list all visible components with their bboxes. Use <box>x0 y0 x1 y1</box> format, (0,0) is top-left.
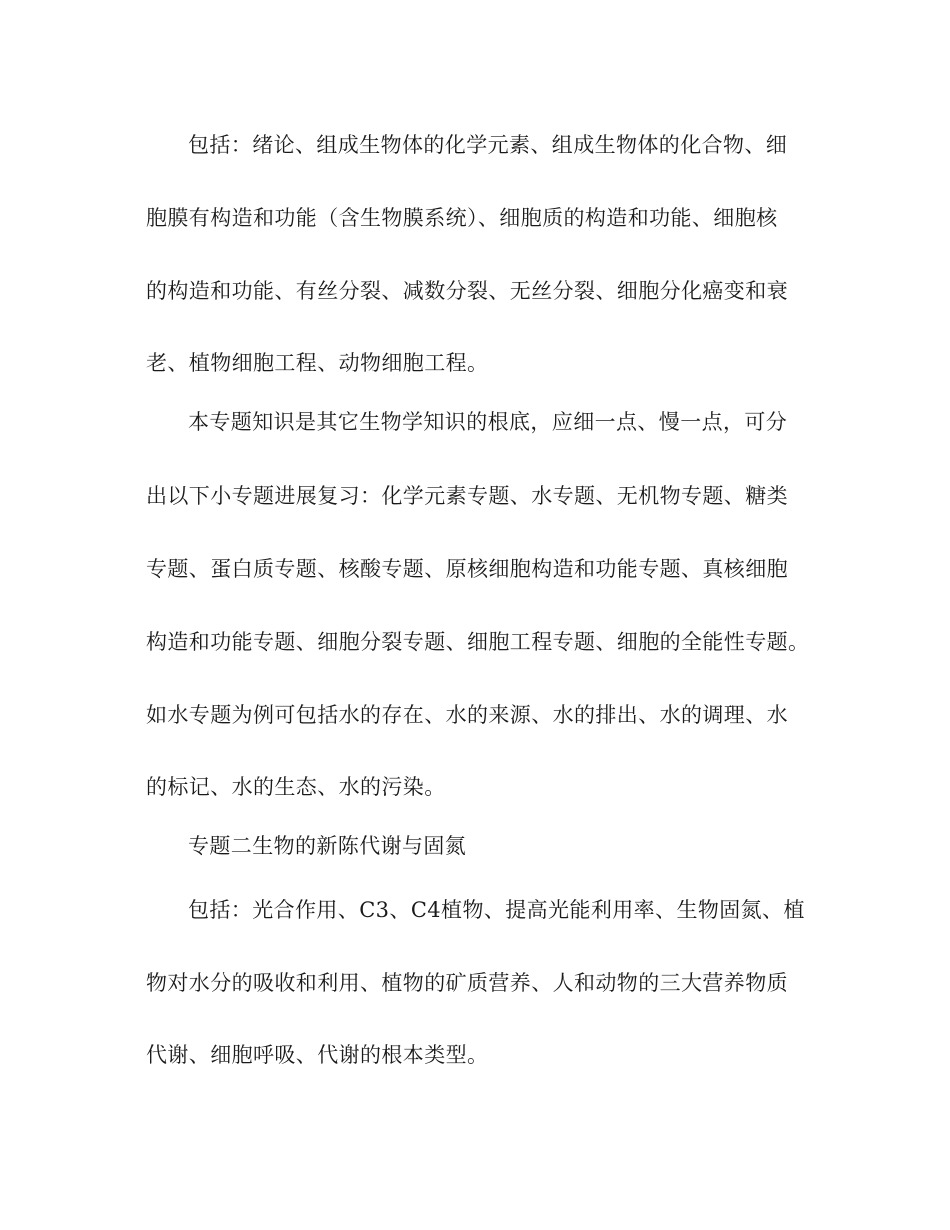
paragraph-3-line-3: 代谢、细胞呼吸、代谢的根本类型。 <box>146 1043 489 1067</box>
paragraph-2-line-1: 本专题知识是其它生物学知识的根底，应细一点、慢一点，可分 <box>188 410 788 434</box>
paragraph-1-line-2: 胞膜有构造和功能（含生物膜系统）、细胞质的构造和功能、细胞核 <box>146 206 778 230</box>
paragraph-1-line-1: 包括：绪论、组成生物体的化学元素、组成生物体的化合物、细 <box>188 133 788 157</box>
paragraph-3-line-1: 包括：光合作用、C3、C4植物、提高光能利用率、生物固氮、植 <box>188 898 805 922</box>
paragraph-2-line-6: 的标记、水的生态、水的污染。 <box>146 775 446 799</box>
section-heading: 专题二生物的新陈代谢与固氮 <box>188 834 467 858</box>
paragraph-3-line-2: 物对水分的吸收和利用、植物的矿质营养、人和动物的三大营养物质 <box>146 971 788 995</box>
paragraph-2-line-4: 构造和功能专题、细胞分裂专题、细胞工程专题、细胞的全能性专题。 <box>146 630 810 654</box>
paragraph-2-line-2: 出以下小专题进展复习：化学元素专题、水专题、无机物专题、糖类 <box>146 484 788 508</box>
paragraph-2-line-5: 如水专题为例可包括水的存在、水的来源、水的排出、水的调理、水 <box>146 703 788 727</box>
paragraph-1-line-3: 的构造和功能、有丝分裂、减数分裂、无丝分裂、细胞分化癌变和衰 <box>146 279 788 303</box>
paragraph-1-line-4: 老、植物细胞工程、动物细胞工程。 <box>146 351 489 375</box>
paragraph-2-line-3: 专题、蛋白质专题、核酸专题、原核细胞构造和功能专题、真核细胞 <box>146 557 788 581</box>
